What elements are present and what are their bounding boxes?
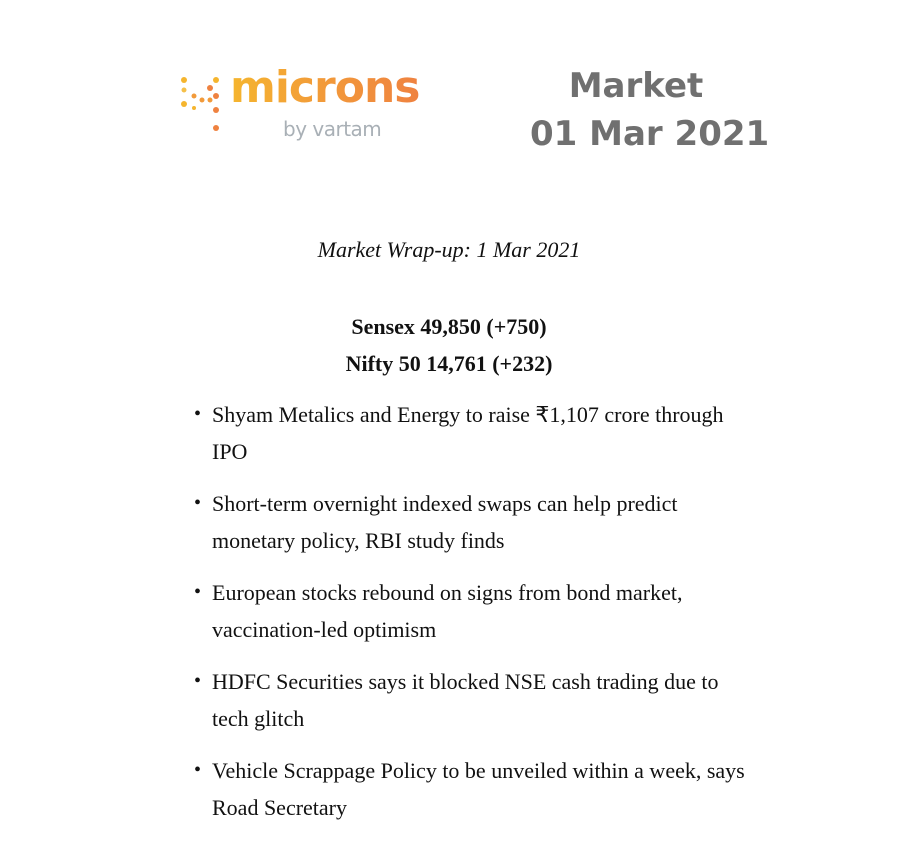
nifty-value: Nifty 50 14,761 (+232): [345, 351, 553, 376]
news-item: • HDFC Securities says it blocked NSE cash trading due to tech glitch: [212, 663, 752, 737]
header-line-date: 01 Mar 2021: [530, 114, 770, 154]
news-item: • Shyam Metalics and Energy to raise ₹1,107 crore through IPO: [212, 396, 752, 470]
news-list: [212, 396, 752, 841]
header-line-market: Market: [568, 66, 704, 106]
logo-subtitle: by vartam: [283, 117, 382, 141]
news-item: • Vehicle Scrappage Policy to be unveiled within a week, says Road Secretary: [212, 752, 752, 826]
news-item: • Short-term overnight indexed swaps can help predict monetary policy, RBI study finds: [212, 485, 752, 559]
index-summary: [0, 308, 898, 382]
news-item: • European stocks rebound on signs from bond market, vaccination-led optimism: [212, 574, 752, 648]
logo-brand-text: microns: [230, 62, 420, 113]
sensex-value: Sensex 49,850 (+750): [351, 314, 547, 339]
wrap-up-title: Market Wrap-up: 1 Mar 2021: [317, 237, 581, 262]
header-title: [530, 62, 770, 158]
microns-logo: [180, 62, 420, 154]
dot-grid-icon: [180, 74, 224, 134]
